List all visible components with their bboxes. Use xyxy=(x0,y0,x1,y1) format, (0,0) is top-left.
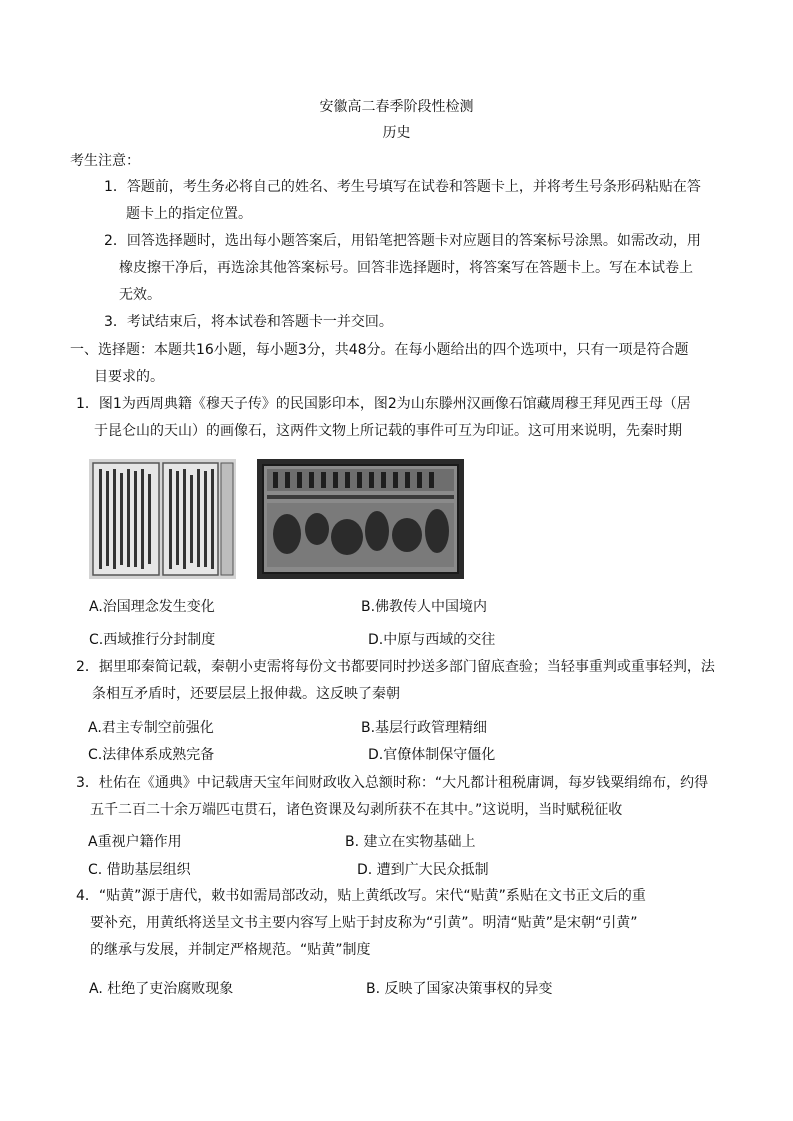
notice-line: 橡皮擦干净后，再选涂其他答案标号。回答非选择题时，将答案写在答题卡上。写在本试卷上 xyxy=(119,260,693,276)
question-2-stem: 2．据里耶秦简记载，秦朝小吏需将每份文书都要同时抄送多部门留底查验；当轻事重判或重事轻判，法 xyxy=(76,659,715,675)
question-3-option-c: C. 借助基层组织 xyxy=(88,862,191,878)
question-3-option-d: D. 遭到广大民众抵制 xyxy=(357,862,489,878)
question-1-option-a: A.治国理念发生变化 xyxy=(89,599,215,615)
question-2-option-c: C.法律体系成熟完备 xyxy=(88,747,215,763)
notice-heading: 考生注意： xyxy=(70,153,140,169)
question-3-stem-cont: 五千二百二十余万端匹屯贯石，诸色资课及勾剥所获不在其中。”这说明，当时赋税征收 xyxy=(90,802,623,818)
figure-1-book-image xyxy=(89,459,236,579)
question-1-stem-cont: 于昆仑山的天山）的画像石，这两件文物上所记载的事件可互为印证。这可用来说明，先秦时期 xyxy=(94,423,682,439)
question-4-option-a: A. 杜绝了吏治腐败现象 xyxy=(89,981,234,997)
question-2-option-d: D.官僚体制保守僵化 xyxy=(368,747,496,763)
question-2-stem-cont: 条相互矛盾时，还要层层上报伸裁。这反映了秦朝 xyxy=(92,686,400,702)
exam-title: 安徽高二春季阶段性检测 xyxy=(319,99,474,115)
notice-line: 3．考试结束后，将本试卷和答题卡一并交回。 xyxy=(104,314,393,330)
notice-line: 2．回答选择题时，选出每小题答案后，用铅笔把答题卡对应题目的答案标号涂黑。如需改动，用 xyxy=(104,233,701,249)
exam-subject: 历史 xyxy=(382,125,411,141)
question-2-option-b: B.基层行政管理精细 xyxy=(361,720,488,736)
question-2-option-a: A.君主专制空前强化 xyxy=(88,720,214,736)
question-1-option-c: C.西域推行分封制度 xyxy=(89,632,216,648)
question-3-stem: 3．杜佑在《通典》中记载唐天宝年间财政收入总额时称：“大凡都计租税庸调，每岁钱粟绢绵布，约得 xyxy=(76,775,709,791)
question-4-stem-cont: 要补充，用黄纸将送呈文书主要内容写上贴于封皮称为“引黄”。明清“贴黄”是宋朝“引黄” xyxy=(90,915,638,931)
question-3-option-a: A重视户籍作用 xyxy=(88,834,182,850)
notice-line: 题卡上的指定位置。 xyxy=(126,206,252,222)
question-3-option-b: B. 建立在实物基础上 xyxy=(345,834,476,850)
section-heading-cont: 目要求的。 xyxy=(94,369,164,385)
question-1-stem: 1．图1为西周典籍《穆天子传》的民国影印本，图2为山东滕州汉画像石馆藏周穆王拜见西王母（居 xyxy=(76,396,691,412)
question-4-option-b: B. 反映了国家决策事权的异变 xyxy=(366,981,553,997)
question-1-option-d: D.中原与西域的交往 xyxy=(368,632,496,648)
question-1-option-b: B.佛教传人中国境内 xyxy=(361,599,488,615)
notice-line: 1．答题前，考生务必将自己的姓名、考生号填写在试卷和答题卡上，并将考生号条形码粘贴在答 xyxy=(104,179,701,195)
question-4-stem: 4．“贴黄”源于唐代，敕书如需局部改动，贴上黄纸改写。宋代“贴黄”系贴在文书正文后的重 xyxy=(76,888,646,904)
section-heading: 一、选择题：本题共16小题，每小题3分，共48分。在每小题给出的四个选项中，只有一项是符合题 xyxy=(70,342,689,358)
figure-2-stone-relief-image xyxy=(257,459,464,579)
notice-line: 无效。 xyxy=(119,287,161,303)
question-4-stem-cont: 的继承与发展，并制定严格规范。“贴黄”制度 xyxy=(90,942,371,958)
